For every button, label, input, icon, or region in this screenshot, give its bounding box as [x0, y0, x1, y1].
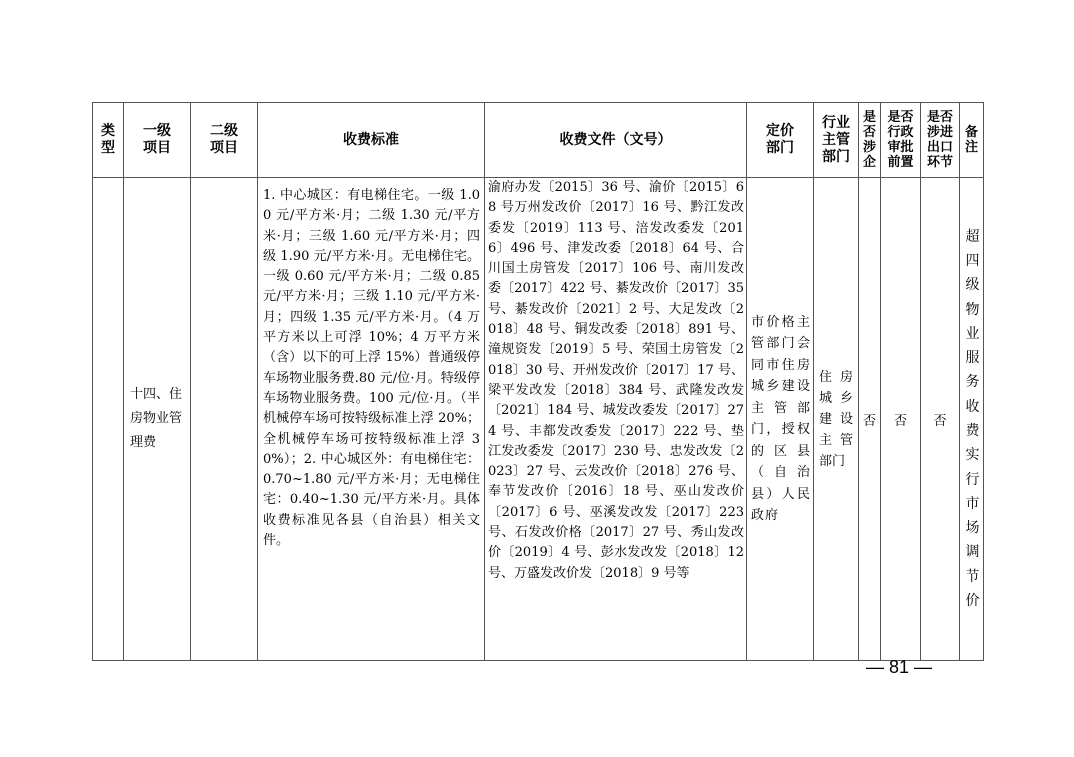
header-enterprise: 是否涉企 — [859, 103, 881, 178]
header-document: 收费文件（文号） — [485, 103, 747, 178]
cell-admin-approval: 否 — [881, 178, 921, 661]
header-pricing-dept: 定价部门 — [747, 103, 814, 178]
header-row — [93, 103, 984, 178]
fee-table — [92, 102, 984, 661]
cell-level2 — [191, 178, 258, 661]
cell-industry-dept: 住房城乡建设主管部门 — [814, 178, 859, 661]
header-import-export: 是否涉进出口环节 — [921, 103, 960, 178]
header-category: 类型 — [93, 103, 124, 178]
header-standard: 收费标准 — [258, 103, 485, 178]
cell-enterprise: 否 — [859, 178, 881, 661]
cell-pricing-dept: 市价格主管部门会同市住房城乡建设主管部门，授权的区县（自治县）人民政府 — [747, 178, 814, 661]
header-remarks: 备注 — [960, 103, 984, 178]
cell-category — [93, 178, 124, 661]
header-level2: 二级项目 — [191, 103, 258, 178]
page-number: — 81 — — [866, 657, 933, 677]
cell-document: 渝府办发〔2015〕36 号、渝价〔2015〕68 号万州发改价〔2017〕16 号、黔江发改委发〔2019〕113 号、涪发改委发〔2016〕496 号、津发改委〔2018〕64 号、合川国土房管发〔2017〕106 号、南川发改委〔2017〕422 号、綦发改价〔2017〕35 号、綦发改价〔2021〕2 号、大足发改〔2018〕48 号、铜发改委〔2018〕891 号、潼规资发〔2019〕5 号、荣国土房管发〔2018〕30 号、开州发改价〔2017〕17 号、梁平发改发〔2018〕384 号、武隆发改发〔2021〕184 号、城发改委发〔2017〕274 号、丰都发改委发〔2017〕222 号、垫江发改委发〔2017〕230 号、忠发改发〔2023〕27 号、云发改价〔2018〕276 号、奉节发改价〔2016〕18 号、巫山发改价〔2017〕6 号、巫溪发改发〔2017〕223 号、石发改价格〔2017〕27 号、秀山发改价〔2019〕4 号、彭水发改发〔2018〕12 号、万盛发改价发〔2018〕9 号等 — [485, 178, 747, 661]
header-industry-dept: 行业主管部门 — [814, 103, 859, 178]
cell-standard: 1. 中心城区：有电梯住宅。一级 1.00 元/平方米·月；二级 1.30 元/平方米·月；三级 1.60 元/平方米·月；四级 1.90 元/平方米·月。无电梯住宅。一级 0.60 元/平方米·月；二级 0.85 元/平方米·月；三级 1.10 元/平方米·月；四级 1.35 元/平方米·月。（4 万平方米以上可浮 10%；4 万平方米（含）以下的可上浮 15%）普通级停车场物业服务费.80 元/位·月。特级停车场物业服务费。100 元/位·月。（半机械停车场可按特级标准上浮 20%；全机械停车场可按特级标准上浮 30%）；2. 中心城区外：有电梯住宅：0.70~1.80 元/平方米·月；无电梯住宅：0.40~1.30 元/平方米·月。具体收费标准见各县（自治县）相关文件。 — [258, 178, 485, 661]
cell-remarks: 超四级物业服务收费实行市场调节价 — [960, 178, 984, 661]
header-admin-approval: 是否行政审批前置 — [881, 103, 921, 178]
header-level1: 一级项目 — [124, 103, 191, 178]
cell-level1: 十四、住房物业管理费 — [124, 178, 191, 661]
cell-import-export: 否 — [921, 178, 960, 661]
table-row — [93, 178, 984, 661]
